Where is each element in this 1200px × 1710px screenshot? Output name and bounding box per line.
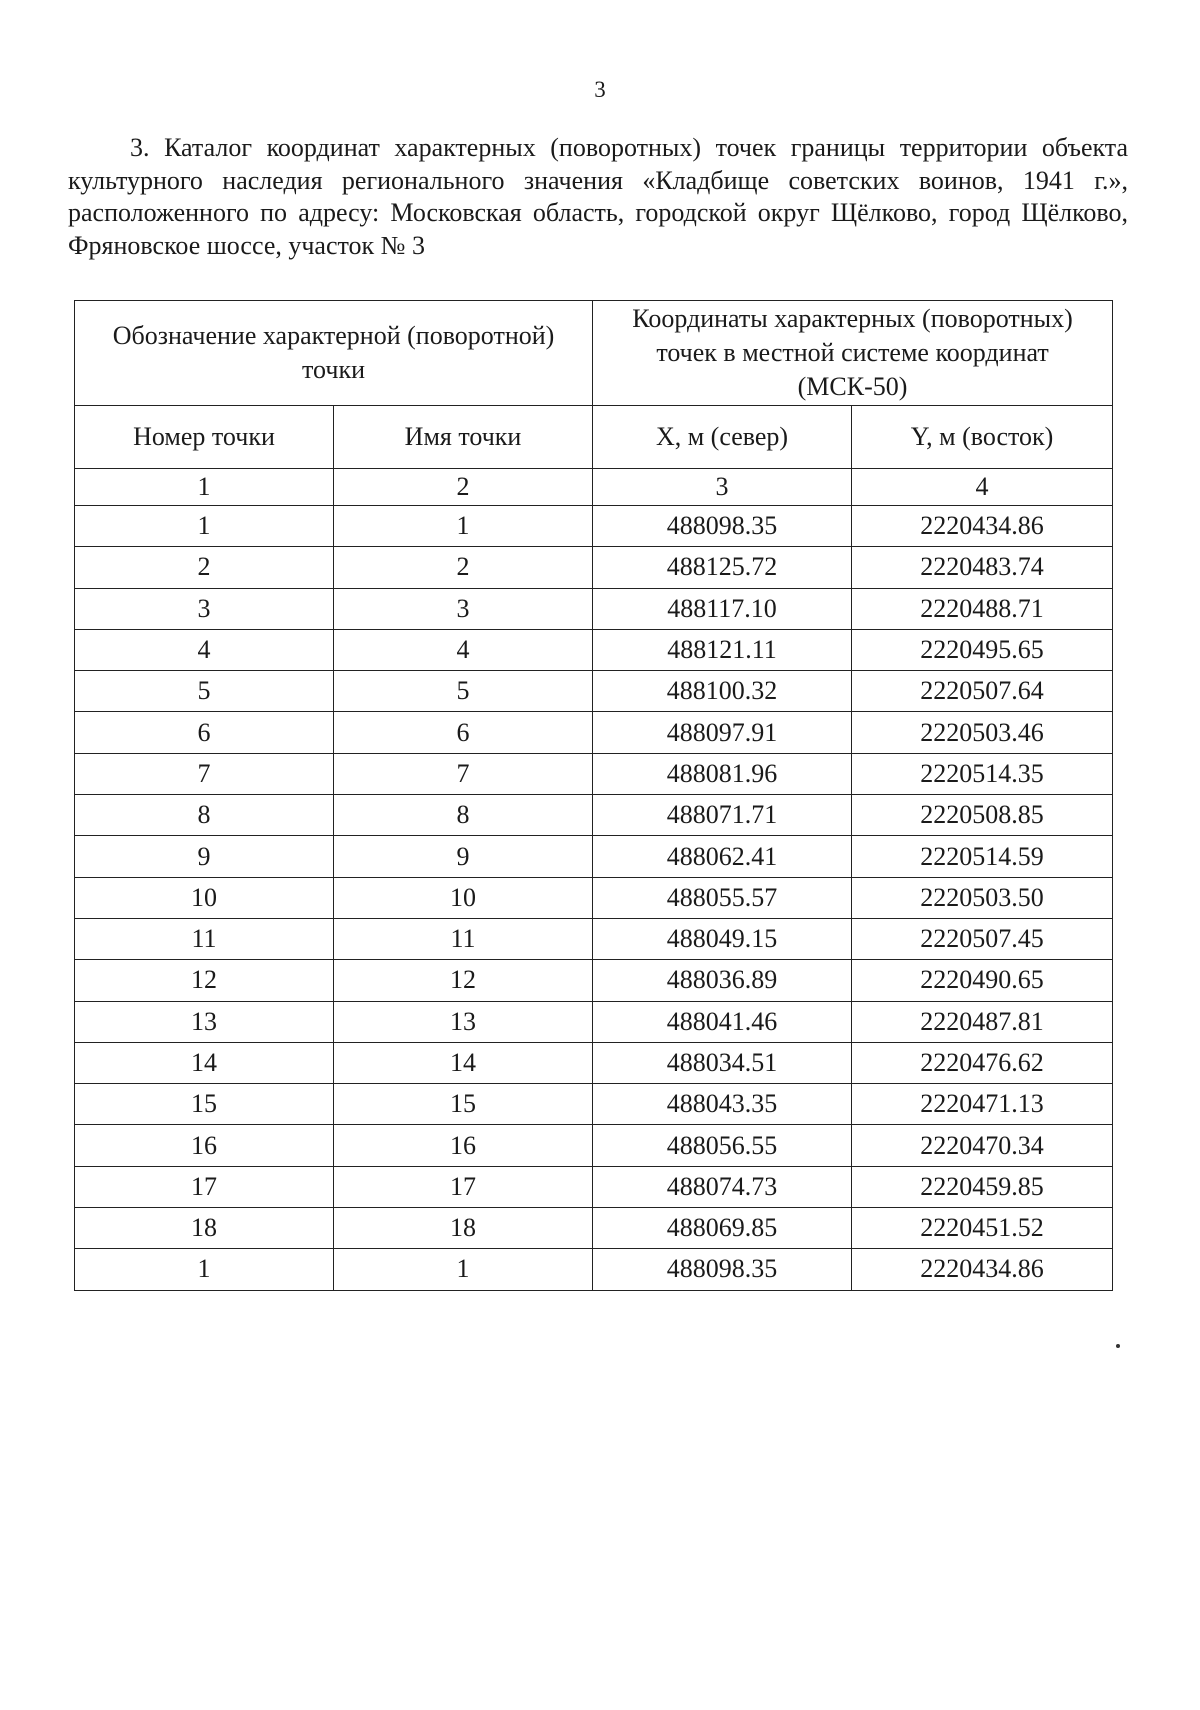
coordinates-table: [74, 300, 1113, 1291]
table-row: [75, 1001, 1113, 1042]
table-header-row-2: [75, 406, 1113, 469]
y-coordinate-cell: 2220508.85: [852, 795, 1113, 836]
point-name-cell: 6: [334, 712, 593, 753]
point-name-cell: 10: [334, 877, 593, 918]
x-coordinate-cell: 488041.46: [593, 1001, 852, 1042]
table-row: [75, 1208, 1113, 1249]
y-coordinate-cell: 2220503.50: [852, 877, 1113, 918]
table-row: [75, 836, 1113, 877]
point-number-cell: 17: [75, 1166, 334, 1207]
x-coordinate-cell: 488069.85: [593, 1208, 852, 1249]
header-designation: Обозначение характерной (поворотной) точки: [75, 301, 593, 406]
y-coordinate-cell: 2220483.74: [852, 547, 1113, 588]
y-coordinate-cell: 2220507.45: [852, 918, 1113, 959]
table-row: [75, 877, 1113, 918]
x-coordinate-cell: 488062.41: [593, 836, 852, 877]
point-name-cell: 12: [334, 960, 593, 1001]
point-name-cell: 15: [334, 1084, 593, 1125]
x-coordinate-cell: 488081.96: [593, 753, 852, 794]
table-row: [75, 795, 1113, 836]
x-coordinate-cell: 488098.35: [593, 506, 852, 547]
catalog-intro-paragraph: 3. Каталог координат характерных (поворотных) точек границы территории объекта культурного наследия регионального значения «Кладбище советских воинов, 1941 г.», расположенного по адресу: Московская область, городской округ Щёлково, город Щёлково, Фряновское шоссе, участок № 3: [68, 133, 1128, 260]
y-coordinate-cell: 2220451.52: [852, 1208, 1113, 1249]
y-coordinate-cell: 2220507.64: [852, 671, 1113, 712]
point-name-cell: 1: [334, 1249, 593, 1290]
point-name-cell: 17: [334, 1166, 593, 1207]
table-row: [75, 1084, 1113, 1125]
column-number: 1: [75, 469, 334, 506]
point-number-cell: 16: [75, 1125, 334, 1166]
table-header-row-1: [75, 301, 1113, 406]
point-number-cell: 1: [75, 506, 334, 547]
table-row: [75, 1166, 1113, 1207]
table-row: [75, 588, 1113, 629]
y-coordinate-cell: 2220488.71: [852, 588, 1113, 629]
point-number-cell: 7: [75, 753, 334, 794]
table-row: [75, 671, 1113, 712]
table-row: [75, 960, 1113, 1001]
point-number-cell: 5: [75, 671, 334, 712]
point-name-cell: 14: [334, 1042, 593, 1083]
point-number-cell: 12: [75, 960, 334, 1001]
table-row: [75, 629, 1113, 670]
x-coordinate-cell: 488036.89: [593, 960, 852, 1001]
point-number-cell: 8: [75, 795, 334, 836]
y-coordinate-cell: 2220434.86: [852, 1249, 1113, 1290]
point-name-cell: 16: [334, 1125, 593, 1166]
x-coordinate-cell: 488071.71: [593, 795, 852, 836]
table-row: [75, 712, 1113, 753]
header-y-east: Y, м (восток): [852, 406, 1113, 469]
y-coordinate-cell: 2220459.85: [852, 1166, 1113, 1207]
x-coordinate-cell: 488056.55: [593, 1125, 852, 1166]
point-number-cell: 6: [75, 712, 334, 753]
point-number-cell: 11: [75, 918, 334, 959]
point-number-cell: 15: [75, 1084, 334, 1125]
table-row: [75, 1249, 1113, 1290]
x-coordinate-cell: 488117.10: [593, 588, 852, 629]
point-number-cell: 4: [75, 629, 334, 670]
point-name-cell: 8: [334, 795, 593, 836]
point-number-cell: 14: [75, 1042, 334, 1083]
y-coordinate-cell: 2220490.65: [852, 960, 1113, 1001]
y-coordinate-cell: 2220487.81: [852, 1001, 1113, 1042]
y-coordinate-cell: 2220471.13: [852, 1084, 1113, 1125]
y-coordinate-cell: 2220514.59: [852, 836, 1113, 877]
point-name-cell: 2: [334, 547, 593, 588]
y-coordinate-cell: 2220434.86: [852, 506, 1113, 547]
page-number: 3: [594, 77, 606, 102]
x-coordinate-cell: 488043.35: [593, 1084, 852, 1125]
column-number: 2: [334, 469, 593, 506]
header-coordinates: Координаты характерных (поворотных) точек в местной системе координат (МСК-50): [593, 301, 1113, 406]
table-row: [75, 1125, 1113, 1166]
x-coordinate-cell: 488055.57: [593, 877, 852, 918]
x-coordinate-cell: 488074.73: [593, 1166, 852, 1207]
point-name-cell: 7: [334, 753, 593, 794]
x-coordinate-cell: 488034.51: [593, 1042, 852, 1083]
point-number-cell: 1: [75, 1249, 334, 1290]
x-coordinate-cell: 488125.72: [593, 547, 852, 588]
column-number: 3: [593, 469, 852, 506]
y-coordinate-cell: 2220476.62: [852, 1042, 1113, 1083]
header-x-north: X, м (север): [593, 406, 852, 469]
point-number-cell: 9: [75, 836, 334, 877]
y-coordinate-cell: 2220514.35: [852, 753, 1113, 794]
table-row: [75, 506, 1113, 547]
point-name-cell: 3: [334, 588, 593, 629]
table-row: [75, 1042, 1113, 1083]
point-number-cell: 3: [75, 588, 334, 629]
column-number-row: [75, 469, 1113, 506]
point-name-cell: 13: [334, 1001, 593, 1042]
table-row: [75, 918, 1113, 959]
x-coordinate-cell: 488097.91: [593, 712, 852, 753]
point-number-cell: 13: [75, 1001, 334, 1042]
header-point-number: Номер точки: [75, 406, 334, 469]
point-name-cell: 18: [334, 1208, 593, 1249]
point-name-cell: 4: [334, 629, 593, 670]
y-coordinate-cell: 2220503.46: [852, 712, 1113, 753]
x-coordinate-cell: 488121.11: [593, 629, 852, 670]
point-number-cell: 10: [75, 877, 334, 918]
table-row: [75, 753, 1113, 794]
x-coordinate-cell: 488098.35: [593, 1249, 852, 1290]
point-name-cell: 9: [334, 836, 593, 877]
scan-speck: [1116, 1344, 1120, 1348]
column-number: 4: [852, 469, 1113, 506]
point-number-cell: 2: [75, 547, 334, 588]
point-name-cell: 1: [334, 506, 593, 547]
point-name-cell: 11: [334, 918, 593, 959]
point-name-cell: 5: [334, 671, 593, 712]
x-coordinate-cell: 488100.32: [593, 671, 852, 712]
table-row: [75, 547, 1113, 588]
y-coordinate-cell: 2220470.34: [852, 1125, 1113, 1166]
header-point-name: Имя точки: [334, 406, 593, 469]
point-number-cell: 18: [75, 1208, 334, 1249]
y-coordinate-cell: 2220495.65: [852, 629, 1113, 670]
x-coordinate-cell: 488049.15: [593, 918, 852, 959]
